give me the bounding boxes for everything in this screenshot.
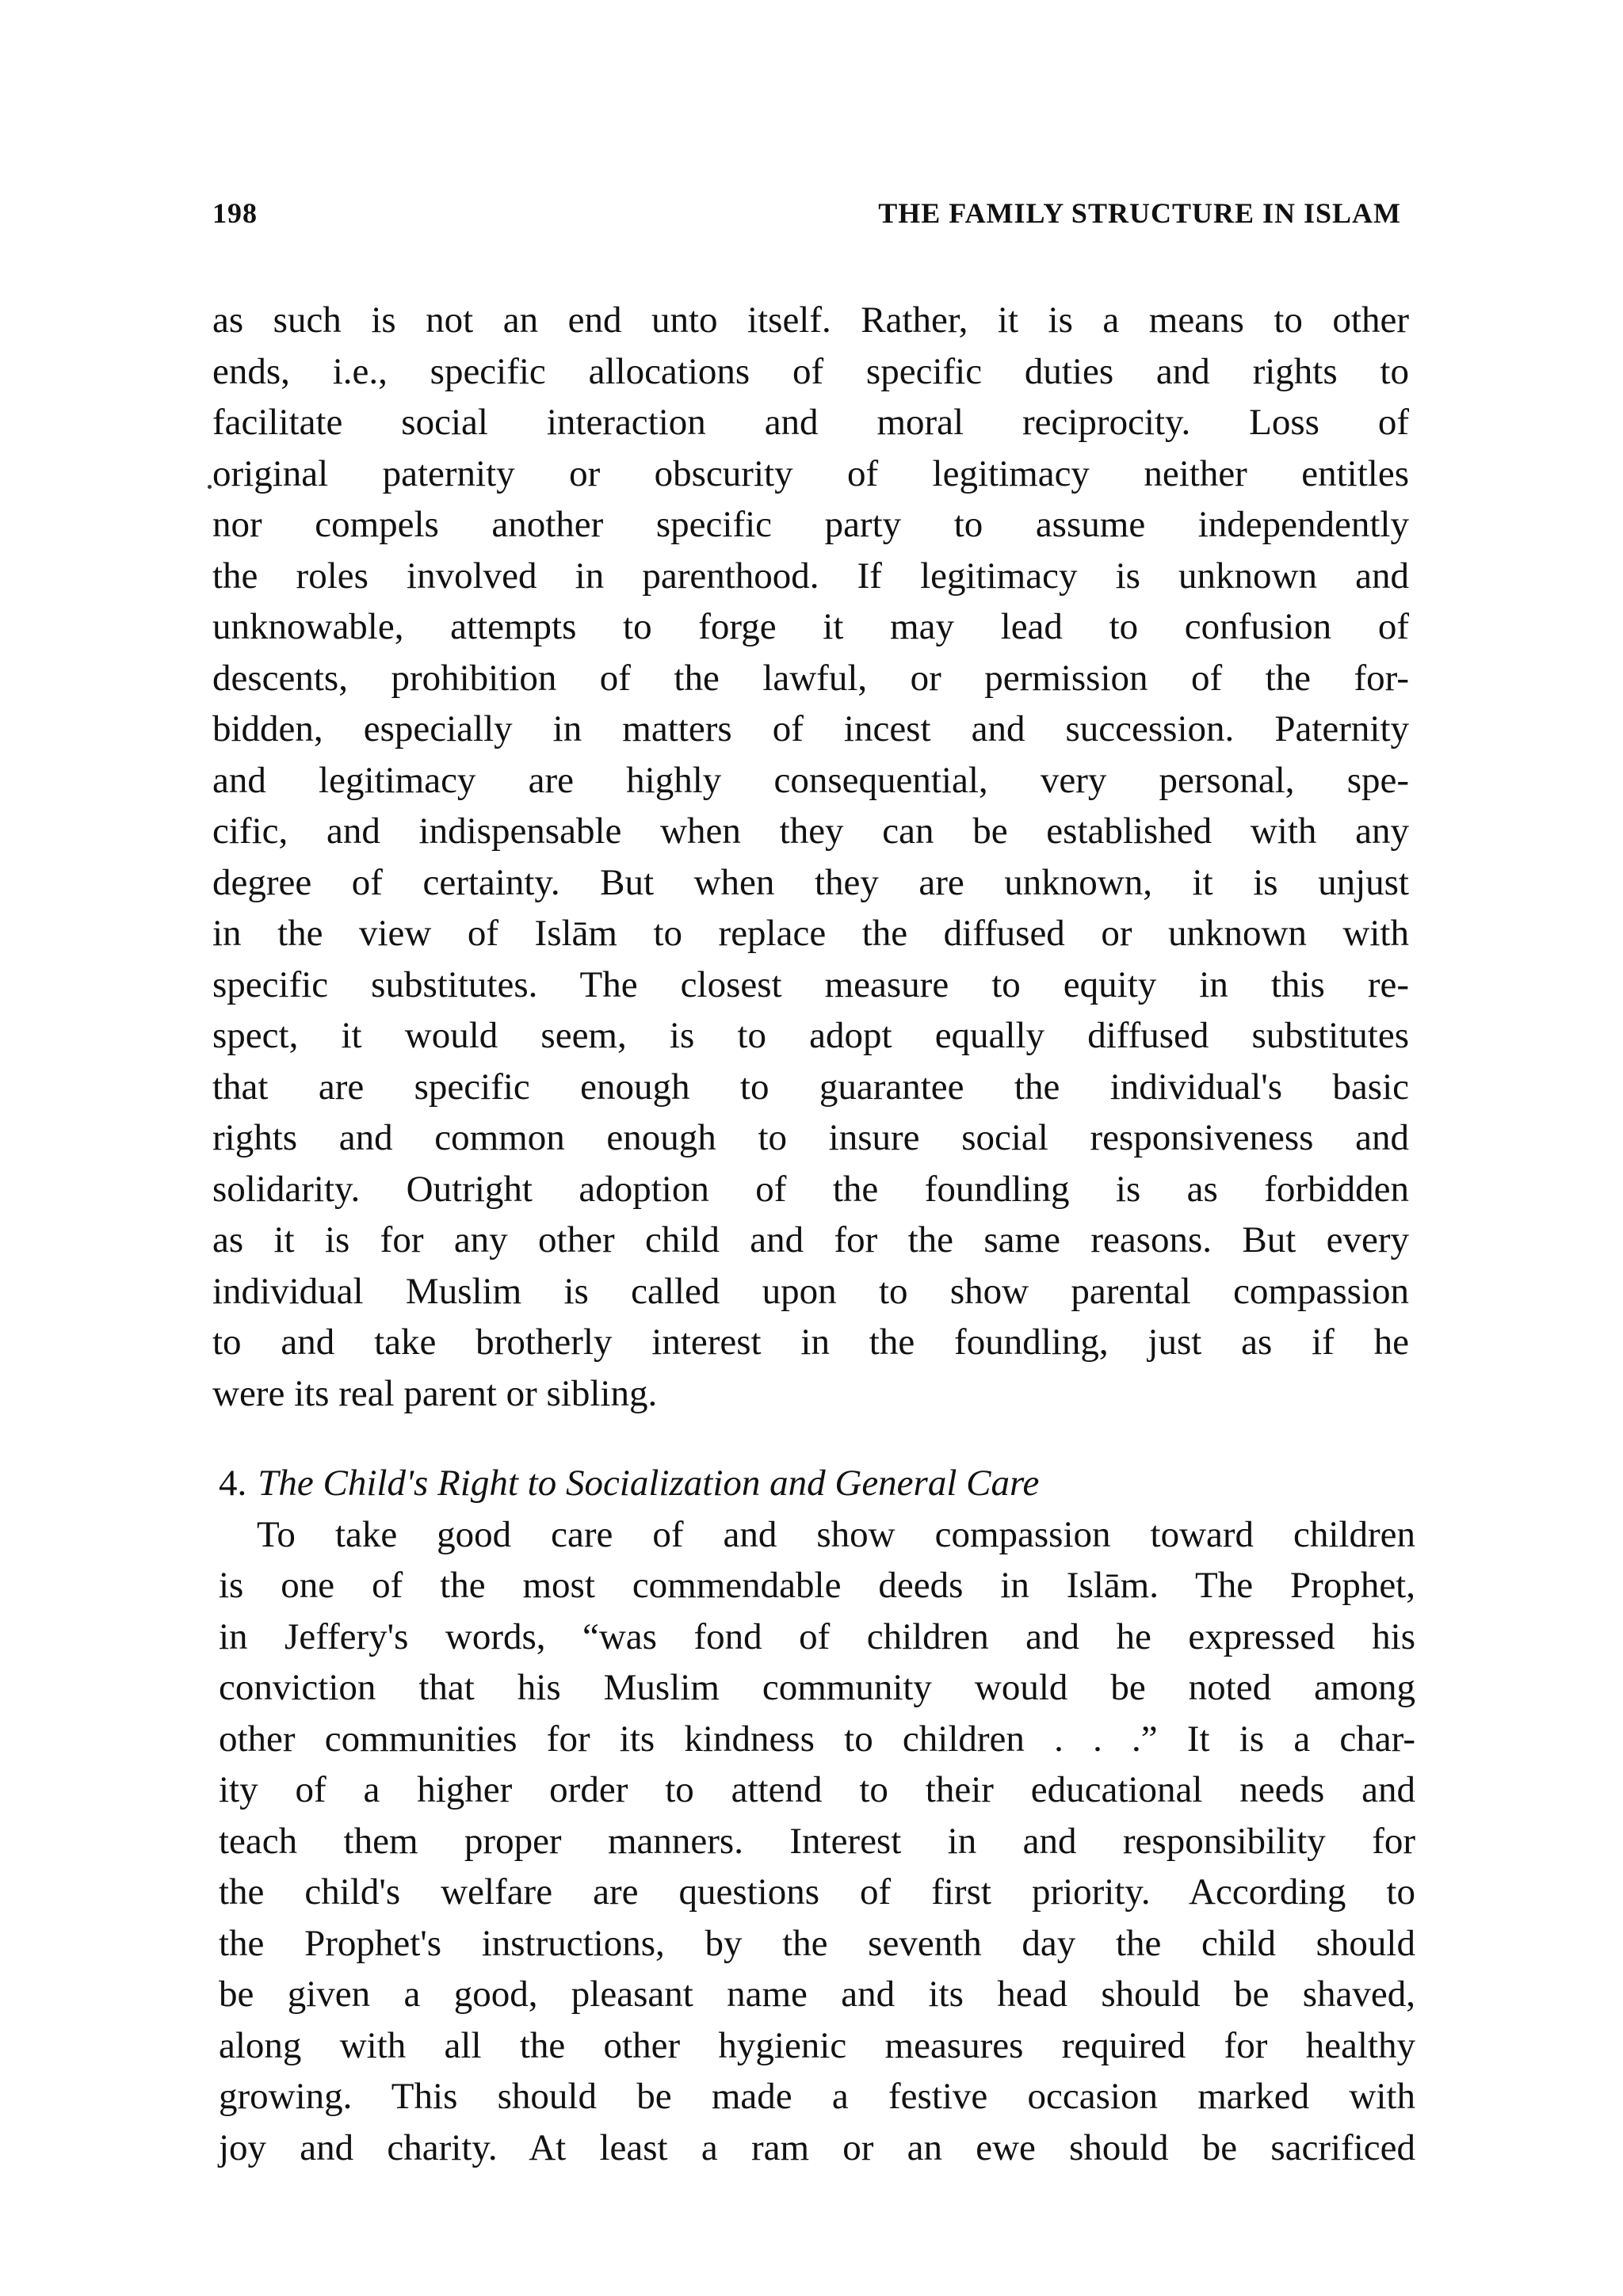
text-line: that are specific enough to guarantee the individual's basic bbox=[212, 1066, 1409, 1108]
text-line: original paternity or obscurity of legitimacy neither entitles bbox=[212, 452, 1409, 494]
text-line: along with all the other hygienic measures required for healthy bbox=[219, 2024, 1415, 2066]
text-line: were its real parent or sibling. bbox=[212, 1372, 658, 1414]
text-line: ends, i.e., specific allocations of specific duties and rights to bbox=[212, 350, 1409, 392]
text-line: is one of the most commendable deeds in Islām. The Prophet, bbox=[219, 1565, 1415, 1606]
text-line: conviction that his Muslim community would be noted among bbox=[219, 1667, 1415, 1708]
text-line: as it is for any other child and for the same reasons. But every bbox=[212, 1219, 1409, 1261]
running-head bbox=[212, 196, 1401, 231]
text-line: rights and common enough to insure social responsiveness and bbox=[212, 1117, 1409, 1158]
text-line: in the view of Islām to replace the diffused or unknown with bbox=[212, 913, 1409, 954]
section-4 bbox=[219, 1458, 1415, 2173]
text-line: other communities for its kindness to children . . .” It is a char- bbox=[219, 1718, 1415, 1760]
text-line: teach them proper manners. Interest in and responsibility for bbox=[219, 1820, 1415, 1862]
text-line: degree of certainty. But when they are unknown, it is unjust bbox=[212, 861, 1409, 903]
text-line: individual Muslim is called upon to show parental compassion bbox=[212, 1270, 1409, 1312]
section-title: The Child's Right to Socialization and General Care bbox=[258, 1463, 1040, 1504]
section-heading bbox=[219, 1458, 1415, 1509]
text-line: spect, it would seem, is to adopt equally diffused substitutes bbox=[212, 1015, 1409, 1056]
text-line: nor compels another specific party to assume independently bbox=[212, 504, 1409, 545]
page-number: 198 bbox=[212, 197, 258, 229]
text-line: descents, prohibition of the lawful, or permission of the for- bbox=[212, 657, 1409, 699]
text-line: cific, and indispensable when they can be established with any bbox=[212, 810, 1409, 852]
text-line: as such is not an end unto itself. Rather, it is a means to other bbox=[212, 299, 1409, 341]
text-line: to and take brotherly interest in the foundling, just as if he bbox=[212, 1322, 1409, 1363]
chapter-title: THE FAMILY STRUCTURE IN ISLAM bbox=[878, 197, 1401, 229]
paragraph-1 bbox=[212, 295, 1409, 1419]
text-line: the Prophet's instructions, by the seventh day the child should bbox=[219, 1922, 1415, 1964]
text-line: specific substitutes. The closest measure to equity in this re- bbox=[212, 963, 1409, 1005]
text-line: ity of a higher order to attend to their educational needs and bbox=[219, 1769, 1415, 1810]
text-line: the child's welfare are questions of first priority. According to bbox=[219, 1871, 1415, 1913]
text-line: solidarity. Outright adoption of the foundling is as forbidden bbox=[212, 1168, 1409, 1210]
text-line: bidden, especially in matters of incest and succession. Paternity bbox=[212, 708, 1409, 749]
text-line: To take good care of and show compassion toward children bbox=[257, 1513, 1415, 1555]
text-line: joy and charity. At least a ram or an ewe should be sacrificed bbox=[219, 2126, 1415, 2168]
text-line: growing. This should be made a festive occasion marked with bbox=[219, 2076, 1415, 2117]
text-line: the roles involved in parenthood. If legitimacy is unknown and bbox=[212, 555, 1409, 597]
margin-speck bbox=[208, 485, 212, 489]
text-line: be given a good, pleasant name and its head should be shaved, bbox=[219, 1974, 1415, 2015]
text-line: in Jeffery's words, “was fond of children and he expressed his bbox=[219, 1615, 1415, 1657]
text-line: and legitimacy are highly consequential, very personal, spe- bbox=[212, 759, 1409, 801]
text-line: unknowable, attempts to forge it may lead to confusion of bbox=[212, 606, 1409, 647]
section-number: 4. bbox=[219, 1463, 247, 1504]
text-line: facilitate social interaction and moral reciprocity. Loss of bbox=[212, 402, 1409, 443]
